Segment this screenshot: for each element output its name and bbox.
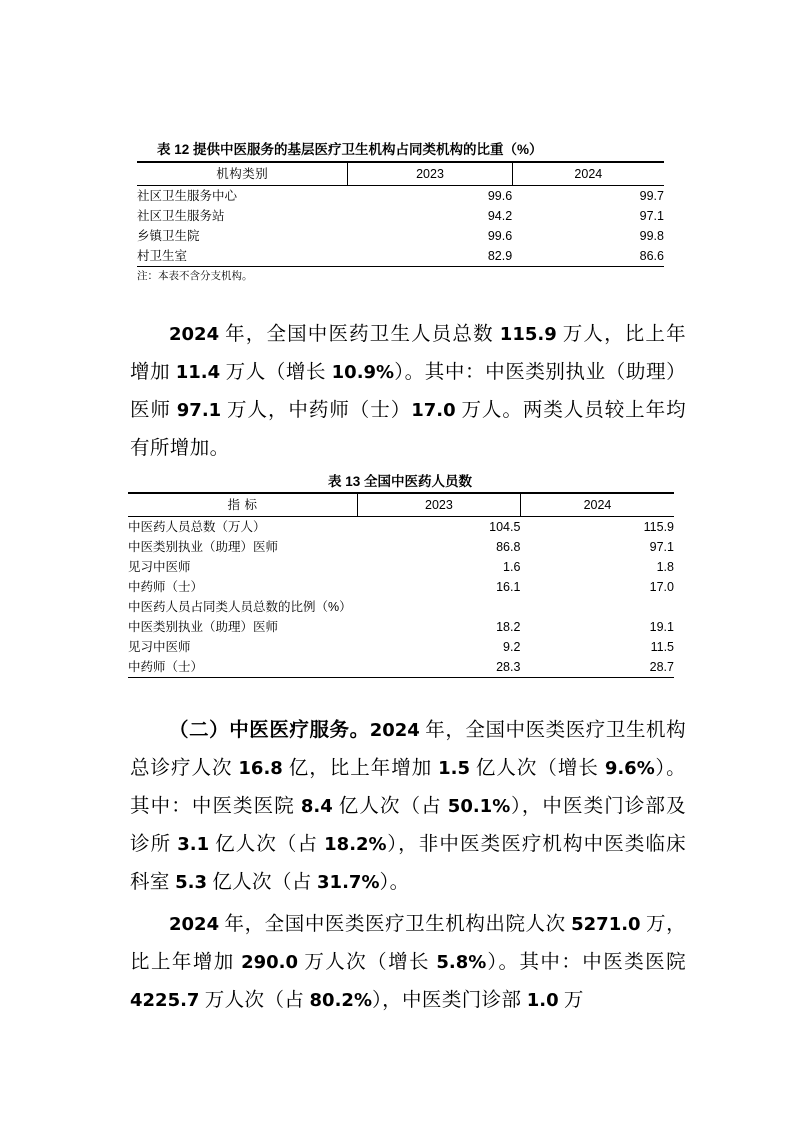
table13-body: [128, 517, 674, 678]
table13-row5-2023: 18.2: [496, 620, 521, 634]
table13-col-2023: 2023: [357, 493, 520, 517]
table12-col-2023: 2023: [348, 162, 512, 186]
table-row: [128, 637, 674, 657]
table12-row1-label: 社区卫生服务站: [137, 209, 225, 223]
table13-row7-2023: 28.3: [496, 660, 521, 674]
p3-seg4: 万，比上年增加: [130, 913, 687, 973]
p1-seg7: 10.9%: [331, 361, 395, 383]
table13-row7-label: 中药师（士）: [128, 660, 204, 674]
p2-seg4: 亿，比上年增加: [282, 757, 439, 779]
p2-seg5: 1.5: [438, 757, 471, 779]
p1-seg12: 万人。两类人员较上年均有所增加。: [130, 399, 686, 459]
p2-seg3: 16.8: [238, 757, 283, 779]
p3-seg3: 5271.0: [571, 913, 641, 935]
table13-header: [128, 493, 674, 517]
p1-seg6: 万人（增长: [220, 361, 332, 383]
p3-seg8: ）。其中：中医类医院: [486, 951, 686, 973]
table13-row0-2023: 104.5: [489, 520, 521, 534]
p2-seg16: ），非中医类医疗机构中医类临床科室: [130, 833, 686, 893]
table-row: [128, 577, 674, 597]
p2-seg8: ）。其中：中医类医院: [130, 757, 686, 817]
p1-seg3: 115.9: [499, 323, 557, 345]
table13-row1-2023: 86.8: [496, 540, 521, 554]
p3-seg2: 年，全国中医类医疗卫生机构出院人次: [219, 913, 572, 935]
table12-col-category: 机构类别: [216, 167, 269, 181]
table-row: [137, 226, 664, 246]
p2-seg1: 2024: [369, 719, 420, 741]
table13-row5-2024: 19.1: [649, 620, 674, 634]
p3-seg14: 万: [558, 989, 584, 1011]
table-row: [128, 537, 674, 557]
table13-row1-2024: 97.1: [649, 540, 674, 554]
table12-row0-label: 社区卫生服务中心: [137, 189, 238, 203]
table13-title: 表 13 全国中医药人员数: [327, 474, 473, 489]
p3-seg11: 80.2%: [309, 989, 372, 1011]
p2-seg17: 5.3: [175, 871, 207, 893]
table12-row3-2024: 86.6: [639, 249, 664, 263]
table-row: [128, 597, 674, 617]
table12-row2-label: 乡镇卫生院: [137, 229, 200, 243]
table12: [137, 161, 664, 267]
table13-row2-2024: 1.8: [656, 560, 674, 574]
table13-col-indicator: 指 标: [227, 498, 258, 512]
p2-seg19: 31.7%: [317, 871, 380, 893]
table12-row3-2023: 82.9: [487, 249, 513, 263]
table12-row0-2023: 99.6: [487, 189, 513, 203]
p2-seg13: 3.1: [177, 833, 210, 855]
table-row: [137, 186, 664, 207]
p2-seg15: 18.2%: [324, 833, 387, 855]
p3-seg9: 4225.7: [130, 989, 200, 1011]
table13-row3-2023: 16.1: [496, 580, 521, 594]
paragraph-tcm-discharges: [130, 906, 686, 1020]
table13-row0-label: 中医药人员总数（万人）: [128, 520, 266, 534]
p2-seg6: 亿人次（增长: [470, 757, 605, 779]
p2-seg20: ）。: [379, 871, 410, 893]
table12-row3-label: 村卫生室: [137, 249, 188, 263]
p1-seg5: 11.4: [175, 361, 221, 383]
table-row: [128, 617, 674, 637]
table12-note: 注：本表不含分支机构。: [137, 271, 253, 282]
table12-row1-2024: 97.1: [639, 209, 664, 223]
p3-seg7: 5.8%: [436, 951, 487, 973]
table12-body: [137, 186, 664, 267]
table13-row6-2023: 9.2: [503, 640, 521, 654]
p2-seg11: 50.1%: [447, 795, 511, 817]
table13-row0-2024: 115.9: [643, 520, 674, 534]
table13-row3-label: 中药师（士）: [128, 580, 204, 594]
p1-seg10: 万人，中药师（士）: [221, 399, 412, 421]
p3-seg12: ），中医类门诊部: [371, 989, 527, 1011]
table-row: [128, 557, 674, 577]
table12-header: [137, 162, 664, 186]
p1-seg9: 97.1: [176, 399, 222, 421]
table12-row1-2023: 94.2: [487, 209, 513, 223]
table13-row2-2023: 1.6: [503, 560, 521, 574]
p3-seg10: 万人次（占: [199, 989, 310, 1011]
p2-seg12: ），中医类门诊部及诊所: [130, 795, 686, 855]
p2-seg18: 亿人次（占: [206, 871, 318, 893]
table12-title: 表 12 提供中医服务的基层医疗卫生机构占同类机构的比重（%）: [157, 142, 543, 157]
table-row: [137, 206, 664, 226]
p3-seg13: 1.0: [526, 989, 559, 1011]
table13-row2-label: 见习中医师: [128, 560, 191, 574]
table12-header-row: [137, 162, 664, 186]
table13: [128, 492, 674, 678]
p3-seg6: 万人次（增长: [298, 951, 437, 973]
table13-row3-2024: 17.0: [649, 580, 674, 594]
p3-seg1: 2024: [169, 913, 220, 935]
table12-row0-2024: 99.7: [639, 189, 664, 203]
p1-seg1: 2024: [169, 323, 220, 345]
table13-row7-2024: 28.7: [649, 660, 674, 674]
table12-col-2024: 2024: [512, 162, 664, 186]
p2-seg10: 亿人次（占: [332, 795, 448, 817]
table13-row1-label: 中医类别执业（助理）医师: [128, 540, 279, 554]
table13-row4-2023: [357, 597, 520, 617]
table-row: [128, 517, 674, 538]
table13-row4-2024: [520, 597, 674, 617]
table13-header-row: [128, 493, 674, 517]
paragraph-tcm-personnel: [130, 316, 686, 468]
p1-seg8: ）。其中：中医类别执业（助理）医师: [130, 361, 686, 421]
table-row: [128, 657, 674, 678]
p2-seg14: 亿人次（占: [209, 833, 325, 855]
table-row: [137, 246, 664, 267]
p3-seg5: 290.0: [241, 951, 298, 973]
p2-seg7: 9.6%: [604, 757, 655, 779]
p2-seg9: 8.4: [300, 795, 333, 817]
p2-heading: （二）中医医疗服务。: [169, 719, 370, 741]
p2-seg2: 年，全国中医类医疗卫生机构总诊疗人次: [130, 719, 686, 779]
table12-row2-2024: 99.8: [639, 229, 664, 243]
p1-seg2: 年，全国中医药卫生人员总数: [219, 323, 500, 345]
p1-seg4: 万人，比上年增加: [130, 323, 686, 383]
table13-row6-2024: 11.5: [650, 640, 674, 654]
table13-row6-label: 见习中医师: [128, 640, 191, 654]
table13-row4-label: 中医药人员占同类人员总数的比例（%）: [128, 600, 352, 614]
table13-col-2024: 2024: [520, 493, 674, 517]
table13-row5-label: 中医类别执业（助理）医师: [128, 620, 279, 634]
p1-seg11: 17.0: [411, 399, 456, 421]
paragraph-tcm-services: [130, 712, 686, 902]
table12-row2-2023: 99.6: [487, 229, 513, 243]
